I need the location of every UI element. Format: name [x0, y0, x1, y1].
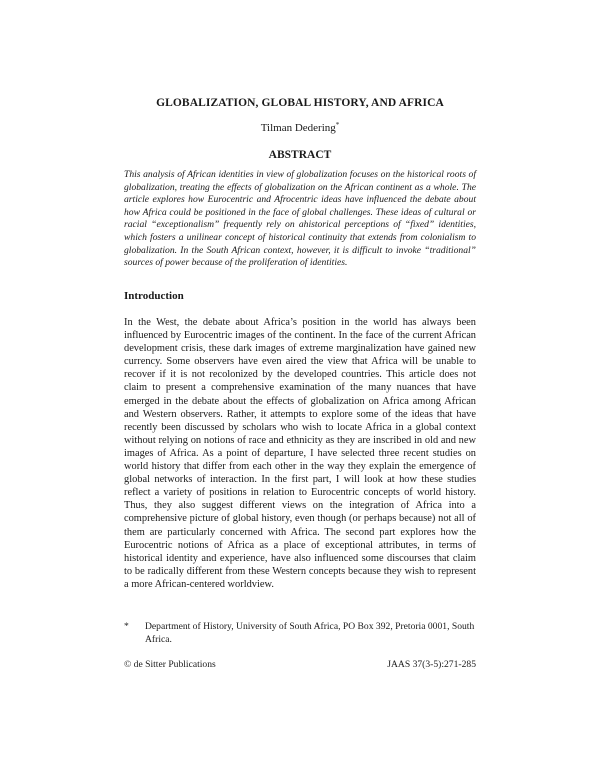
article-page: [124, 0, 476, 776]
footnote-text: Department of History, University of South Africa, PO Box 392, Pretoria 0001, South Africa.: [145, 621, 475, 645]
abstract-heading: ABSTRACT: [268, 149, 332, 161]
author-footnote-mark: *: [335, 121, 340, 129]
author-name: Tilman Dedering: [260, 122, 336, 134]
journal-citation: JAAS 37(3-5):271-285: [387, 659, 476, 670]
introduction-heading: Introduction: [124, 290, 184, 302]
footnote-mark: *: [124, 621, 129, 632]
article-title: GLOBALIZATION, GLOBAL HISTORY, AND AFRICA: [156, 97, 444, 109]
abstract-text: This analysis of African identities in view of globalization focuses on the historical roots of globalization, treating the effects of globalization on the African continent as a whole. The article explores how Eurocentric and Afrocentric ideas have influenced the debate about how Africa could be positioned in the face of global challenges. These ideas of cultural or racial “exceptionalism” frequently rely on ahistorical perceptions of “fixed” identities, which fosters a unilinear concept of historical continuity that extends from colonialism to globalization. In the South African context, however, it is difficult to invoke “traditional” sources of power because of the proliferation of identities.: [124, 169, 476, 269]
author-line: [124, 122, 476, 134]
footnote: [124, 620, 476, 646]
publisher-footer: © de Sitter Publications: [124, 659, 216, 670]
introduction-paragraph: In the West, the debate about Africa’s position in the world has always been influenced by Eurocentric images of the continent. In the face of the current African development crisis, these dark images of extreme marginalization have gained new currency. Some observers have even aired the view that Africa will be unable to recover if it is not recolonized by the developed countries. This article does not claim to present a comprehensive examination of the many nuances that have emerged in the debate about the effects of globalization on Africa among African and Western observers. Rather, it attempts to explore some of the ideas that have recently been discussed by scholars who wish to locate Africa in a global context without relying on notions of race and ethnicity as they are inscribed in old and new images of Africa. As a point of departure, I have selected three recent studies on world history that differ from each other in the way they explain the emergence of global networks of interaction. In the first part, I will look at how these studies reflect a variety of positions in relation to Eurocentric concepts of world history. Thus, they also suggest different views on the integration of Africa into a comprehensive picture of global history, even though (or perhaps because) not all of them are particularly concerned with Africa. The second part explores how the Eurocentric notions of Africa as a place of exceptional attributes, in terms of historical identity and experience, have also influenced some discourses that claim to be radically different from these Western concepts because they wish to represent a more African-centered worldview.: [124, 317, 476, 590]
